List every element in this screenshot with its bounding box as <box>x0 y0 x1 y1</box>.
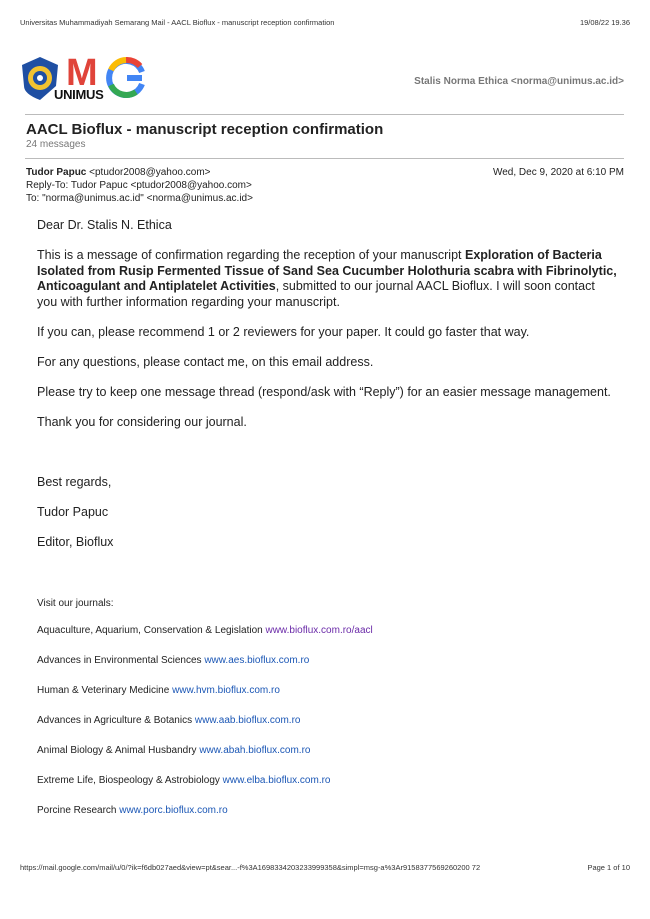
greeting: Dear Dr. Stalis N. Ethica <box>37 218 172 232</box>
body-paragraph: Please try to keep one message thread (respond/ask with “Reply”) for an easier message management. <box>37 384 611 399</box>
signature-name: Tudor Papuc <box>37 504 109 519</box>
spacer <box>37 445 617 475</box>
print-header-date: 19/08/22 19.36 <box>579 18 630 27</box>
journal-name: Extreme Life, Biospeology & Astrobiology <box>37 775 220 786</box>
email-subject: AACL Bioflux - manuscript reception confirmation <box>26 121 384 138</box>
body-paragraph <box>37 248 617 310</box>
body-paragraph: For any questions, please contact me, on this email address. <box>37 354 374 369</box>
journal-link[interactable]: www.abah.bioflux.com.ro <box>199 745 311 756</box>
journal-link[interactable]: www.aes.bioflux.com.ro <box>204 655 310 666</box>
reply-to-line: Reply-To: Tudor Papuc <ptudor2008@yahoo.com> <box>26 180 252 191</box>
journal-list <box>37 598 617 835</box>
print-footer <box>20 863 630 875</box>
journal-name: Advances in Agriculture & Botanics <box>37 715 193 726</box>
message-count: 24 messages <box>26 139 86 150</box>
journal-name: Animal Biology & Animal Husbandry <box>37 745 197 756</box>
body-text: This is a message of confirmation regarding the reception of your manuscript <box>37 248 465 262</box>
sign-off: Best regards, <box>37 474 112 489</box>
body-paragraph: Thank you for considering our journal. <box>37 414 247 429</box>
print-header <box>20 18 630 30</box>
journal-link[interactable]: www.bioflux.com.ro/aacl <box>265 625 373 636</box>
journal-link[interactable]: www.aab.bioflux.com.ro <box>194 715 301 726</box>
body-paragraph: If you can, please recommend 1 or 2 reviewers for your paper. It could go faster that way. <box>37 324 530 339</box>
journal-link[interactable]: www.porc.bioflux.com.ro <box>119 805 228 816</box>
google-g-icon <box>106 54 146 100</box>
signature-role: Editor, Bioflux <box>37 534 114 549</box>
journal-link[interactable]: www.elba.bioflux.com.ro <box>222 775 331 786</box>
journal-name: Aquaculture, Aquarium, Conservation & Legislation <box>37 625 263 636</box>
unimus-mail-logo <box>20 54 150 108</box>
journal-item <box>37 775 617 805</box>
to-line: To: "norma@unimus.ac.id" <norma@unimus.ac.id> <box>26 193 253 204</box>
logo-m-letter: M <box>66 52 97 94</box>
sender-name: Tudor Papuc <box>26 167 87 178</box>
manuscript-title: Exploration of Bacteria Isolated from Rusip Fermented Tissue of Sand Sea Cucumber Holothuria scabra with Fibrinolytic, Anticoagulant and Antiplatelet Activities <box>37 248 617 293</box>
journal-name: Porcine Research <box>37 805 117 816</box>
journal-item <box>37 625 617 655</box>
divider <box>25 158 624 159</box>
journal-item <box>37 655 617 685</box>
journal-name: Human & Veterinary Medicine <box>37 685 170 696</box>
sent-date: Wed, Dec 9, 2020 at 6:10 PM <box>492 167 624 178</box>
logo-unimus-text: UNIMUS <box>54 87 104 102</box>
journal-item <box>37 685 617 715</box>
account-label: Stalis Norma Ethica <norma@unimus.ac.id> <box>414 76 624 87</box>
journal-item <box>37 715 617 745</box>
print-header-title: Universitas Muhammadiyah Semarang Mail - AACL Bioflux - manuscript reception confirmation <box>20 18 335 27</box>
print-footer-url: https://mail.google.com/mail/u/0/?ik=f6db027aed&view=pt&sear...-f%3A1698334203233999358&simpl=msg-a%3Ar9158377569260200 72 <box>20 863 481 872</box>
body-text: , submitted to our journal AACL Bioflux. I will soon contact you with further information regarding your manuscript. <box>37 279 595 309</box>
logo-g-letter <box>106 54 146 107</box>
page-number: Page 1 of 10 <box>587 863 630 872</box>
journal-name: Advances in Environmental Sciences <box>37 655 202 666</box>
journal-item <box>37 805 617 835</box>
journal-link[interactable]: www.hvm.bioflux.com.ro <box>172 685 280 696</box>
journal-item <box>37 745 617 775</box>
sender-email: <ptudor2008@yahoo.com> <box>89 167 211 178</box>
journals-heading: Visit our journals: <box>37 598 114 609</box>
email-body <box>37 218 617 565</box>
divider <box>25 114 624 115</box>
message-header <box>26 166 624 205</box>
